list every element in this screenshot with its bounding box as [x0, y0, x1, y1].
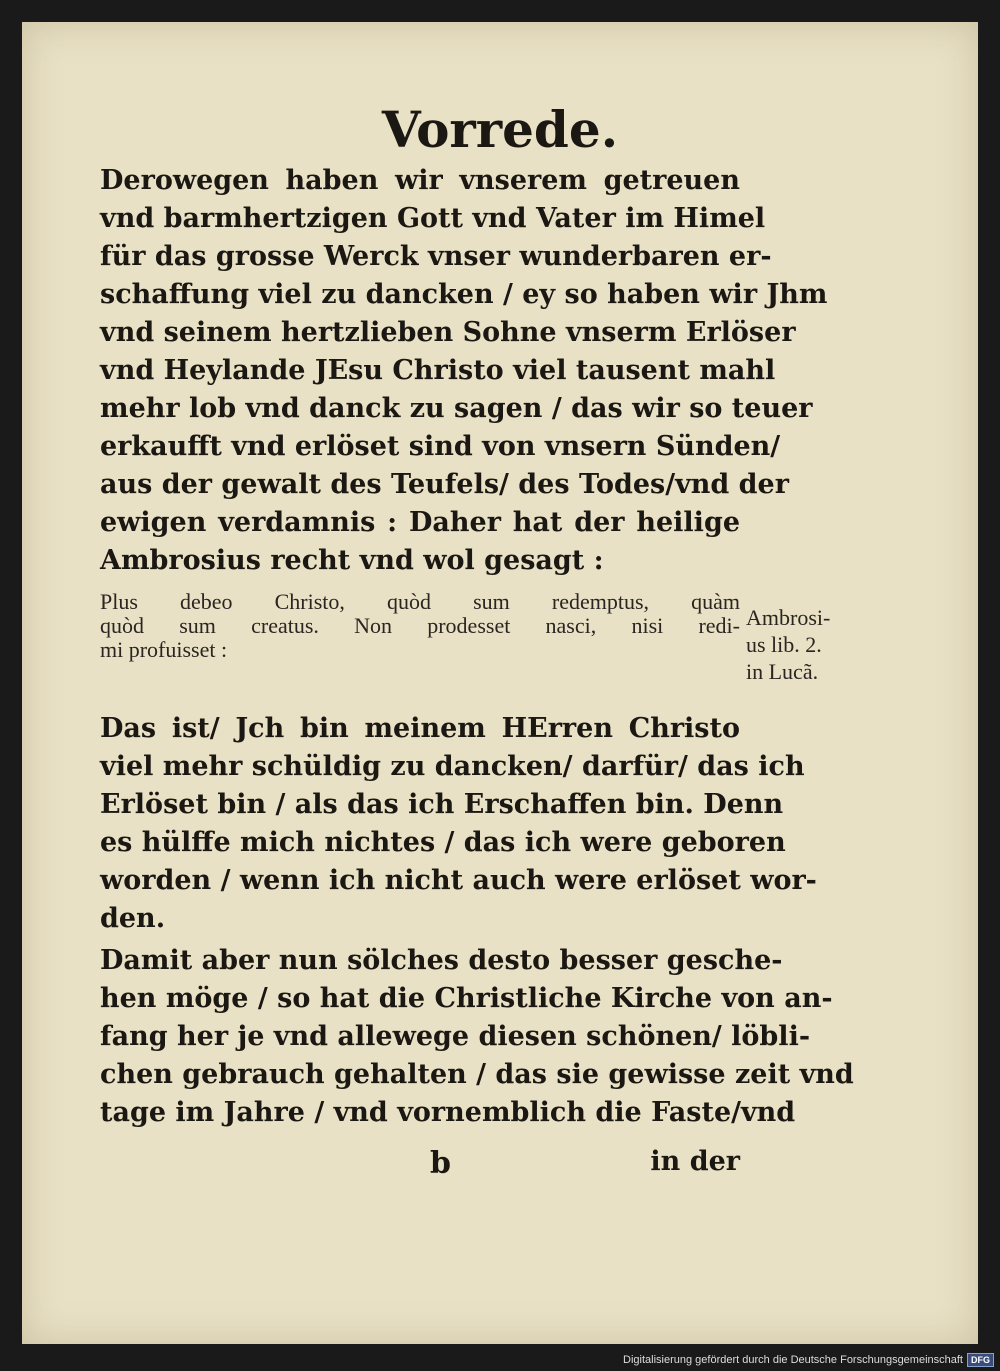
credit-text: Digitalisierung gefördert durch die Deutsche Forschungsgemeinschaft [623, 1354, 963, 1366]
paragraph-3 [100, 942, 854, 1132]
text-line: chen gebrauch gehalten / das sie gewisse zeit vnd [100, 1059, 854, 1090]
text-line: schaffung viel zu dancken / ey so haben wir Jhm [100, 279, 828, 310]
margin-note [746, 604, 830, 685]
text-line: vnd seinem hertzlieben Sohne vnserm Erlöser [100, 317, 796, 348]
text-line: vnd barmhertzigen Gott vnd Vater im Himel [100, 203, 766, 234]
text-line: fang her je vnd allewege diesen schönen/ löbli- [100, 1021, 811, 1052]
margin-note-line: in Lucã. [746, 659, 819, 684]
latin-line: quòd sum creatus. Non prodesset nasci, nisi redi- [100, 613, 740, 638]
text-line: Ambrosius recht vnd wol gesagt : [100, 545, 604, 576]
text-line: vnd Heylande JEsu Christo viel tausent mahl [100, 355, 776, 386]
signature-mark: b [430, 1146, 451, 1181]
page-heading: Vorrede. [381, 100, 619, 159]
latin-line: mi profuisset : [100, 637, 228, 662]
text-line: aus der gewalt des Teufels/ des Todes/vnd der [100, 469, 789, 500]
text-line: den. [100, 903, 166, 934]
text-line: viel mehr schüldig zu dancken/ darfür/ das ich [100, 751, 805, 782]
margin-note-line: us lib. 2. [746, 632, 822, 657]
digitization-credit [623, 1353, 994, 1367]
text-line: worden / wenn ich nicht auch were erlöset wor- [100, 865, 817, 896]
text-line: für das grosse Werck vnser wunderbaren er- [100, 241, 772, 272]
text-line: hen möge / so hat die Christliche Kirche von an- [100, 983, 833, 1014]
text-line: Derowegen haben wir vnserem getreuen [100, 165, 740, 196]
latin-quotation [100, 590, 740, 662]
text-line: Damit aber nun sölches desto besser gesche- [100, 945, 783, 976]
text-line: Das ist/ Jch bin meinem HErren Christo [100, 713, 740, 744]
text-line: ewigen verdamnis : Daher hat der heilige [100, 507, 740, 538]
latin-line: Plus debeo Christo, quòd sum redemptus, quàm [100, 589, 740, 614]
text-line: tage im Jahre / vnd vornemblich die Faste/vnd [100, 1097, 796, 1128]
paragraph-1 [100, 162, 828, 580]
text-line: mehr lob vnd danck zu sagen / das wir so teuer [100, 393, 813, 424]
text-line: erkaufft vnd erlöset sind von vnsern Sünden/ [100, 431, 781, 462]
paragraph-2 [100, 710, 817, 938]
text-line: es hülffe mich nichtes / das ich were geboren [100, 827, 786, 858]
dfg-logo: DFG [967, 1353, 994, 1367]
book-page [22, 22, 978, 1344]
text-line: Erlöset bin / als das ich Erschaffen bin. Denn [100, 789, 784, 820]
catchword: in der [650, 1146, 740, 1177]
margin-note-line: Ambrosi- [746, 605, 831, 630]
